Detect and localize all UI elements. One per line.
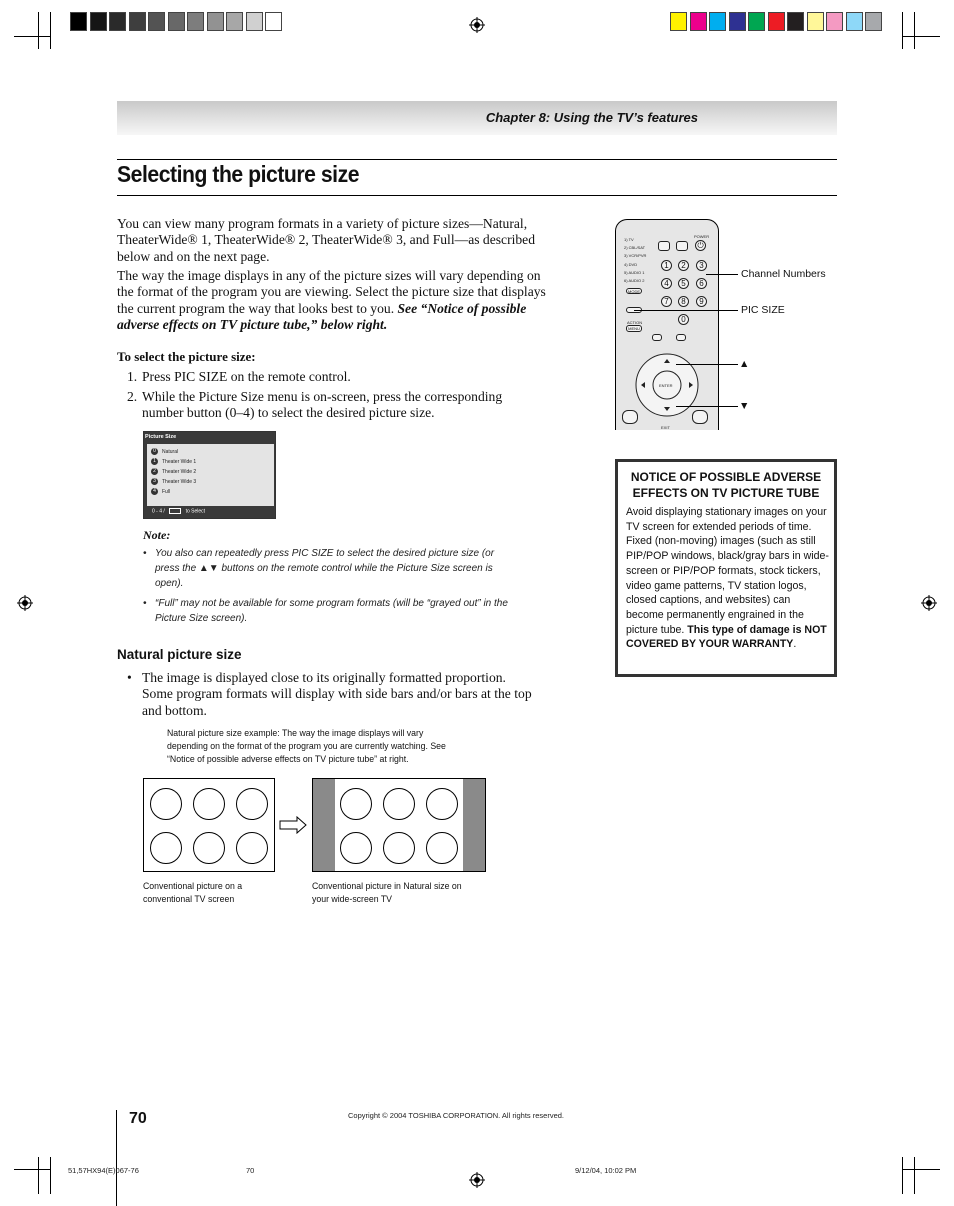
- notice-title-line: EFFECTS ON TV PICTURE TUBE: [632, 486, 820, 500]
- remote-mode-label: 4) DVD: [624, 261, 638, 267]
- remote-vol-button: [692, 410, 708, 424]
- menu-title: Picture Size: [145, 434, 177, 440]
- menu-item-label: Theater Wide 3: [162, 478, 197, 485]
- registration-mark-icon: [17, 595, 33, 611]
- menu-item-label: Theater Wide 2: [162, 468, 197, 475]
- remote-digit-button: 3: [696, 260, 707, 271]
- menu-item-number: 4: [151, 488, 158, 495]
- color-bar-swatch: [826, 12, 843, 31]
- picture-circle: [340, 788, 372, 820]
- remote-ch-button: [622, 410, 638, 424]
- color-bar-swatch: [709, 12, 726, 31]
- notice-body: [626, 505, 830, 652]
- gray-bar-swatch: [207, 12, 224, 31]
- remote-mode-label: 6) AUDIO 2: [624, 278, 645, 283]
- page-number: 70: [129, 1110, 147, 1127]
- notice-end: .: [793, 638, 797, 651]
- natural-text: The image is displayed close to its originally formatted proportion. Some program formats will display with side bars and/or bars at the top and bottom.: [142, 670, 532, 718]
- remote-video-button: [676, 334, 686, 341]
- widescreen-tv-illustration: [312, 778, 486, 872]
- menu-item-number: 2: [151, 468, 158, 475]
- menu-item-number: 3: [151, 478, 158, 485]
- remote-mode-label: 1) TV: [624, 237, 634, 242]
- gray-bar-swatch: [226, 12, 243, 31]
- picture-circle: [150, 832, 182, 864]
- chapter-title: Chapter 8: Using the TV’s features: [485, 110, 698, 125]
- text-line: TheaterWide® 1, TheaterWide® 2, TheaterWide® 3, and Full—as described: [117, 232, 536, 248]
- remote-mode-button: MODE: [628, 289, 640, 294]
- step-text: Press PIC SIZE on the remote control.: [142, 369, 351, 384]
- picture-circle: [193, 832, 225, 864]
- menu-item-label: Natural: [162, 448, 179, 455]
- remote-digit-button: 6: [696, 278, 707, 289]
- crop-mark: [116, 1110, 117, 1206]
- notice-warning: This type of damage is NOT COVERED BY YOUR WARRANTY: [626, 623, 827, 651]
- color-bar-swatch: [748, 12, 765, 31]
- remote-label-action: ACTION: [627, 320, 643, 325]
- picture-circle: [340, 832, 372, 864]
- slug-page: 70: [246, 1166, 255, 1175]
- remote-digit-button: 2: [678, 260, 689, 271]
- color-bar-swatch: [768, 12, 785, 31]
- callout-leader: [706, 274, 738, 275]
- side-bar-right: [463, 779, 485, 871]
- remote-label-exit: EXIT: [661, 425, 670, 430]
- slug-file: 51,57HX94(E)067-76: [68, 1166, 139, 1175]
- menu-item: [151, 488, 170, 495]
- callout-pic-size: PIC SIZE: [741, 304, 785, 316]
- side-bar-left: [313, 779, 335, 871]
- picture-size-menu: [143, 431, 276, 519]
- crop-mark: [38, 1157, 39, 1194]
- menu-footer-keys: 0 - 4 /: [152, 508, 165, 515]
- text-line: below and on the next page.: [117, 248, 270, 264]
- callout-up-arrow: ▲: [739, 358, 750, 370]
- remote-digit-button: 0: [678, 314, 689, 325]
- remote-mode-label: 3) VCR/PVR: [624, 253, 647, 259]
- step-number: 2.: [127, 389, 138, 404]
- notice-box: [615, 459, 837, 677]
- cross-reference: See “Notice of possible: [397, 300, 527, 316]
- note-text: You also can repeatedly press PIC SIZE to select the desired picture size (or press the ▲▼ buttons on the remote control while the Picture Size screen is open).: [155, 548, 495, 589]
- color-bar-swatch: [787, 12, 804, 31]
- menu-item-number: 1: [151, 458, 158, 465]
- callout-leader: [676, 364, 738, 365]
- picture-circle: [236, 788, 268, 820]
- pic-size-key-icon: [169, 508, 181, 514]
- gray-bar-swatch: [90, 12, 107, 31]
- menu-item: [151, 448, 178, 455]
- remote-digit-button: 9: [696, 296, 707, 307]
- text-line: You can view many program formats in a variety of picture sizes—Natural,: [117, 216, 528, 231]
- callout-channel-numbers: Channel Numbers: [741, 268, 826, 280]
- gray-bar-swatch: [265, 12, 282, 31]
- text-span: the current program the way that looks best to you.: [117, 300, 395, 316]
- menu-item: [151, 458, 196, 465]
- color-bar-swatch: [690, 12, 707, 31]
- chapter-header-band: [117, 101, 837, 135]
- section-heading-natural: Natural picture size: [117, 647, 242, 662]
- callout-down-arrow: ▼: [739, 400, 750, 412]
- picture-circle: [426, 788, 458, 820]
- remote-digit-button: 1: [661, 260, 672, 271]
- color-bar-swatch: [865, 12, 882, 31]
- menu-item-number: 0: [151, 448, 158, 455]
- menu-footer-action: to Select: [185, 508, 206, 515]
- crop-mark: [50, 1157, 51, 1194]
- gray-bar-swatch: [109, 12, 126, 31]
- copyright: Copyright © 2004 TOSHIBA CORPORATION. All rights reserved.: [348, 1111, 565, 1120]
- power-button-icon: ⏻: [695, 240, 706, 251]
- color-bar-swatch: [729, 12, 746, 31]
- text-line: The way the image displays in any of the picture sizes will vary depending on: [117, 268, 541, 283]
- crop-mark: [50, 12, 51, 49]
- gray-bar-swatch: [129, 12, 146, 31]
- remote-mode-label: 2) CBL/SAT: [624, 245, 646, 251]
- picture-circle: [383, 788, 415, 820]
- notice-title: [618, 469, 834, 501]
- registration-mark-icon: [921, 595, 937, 611]
- crop-mark: [14, 1169, 51, 1170]
- picture-circle: [193, 788, 225, 820]
- remote-mode-label: 5) AUDIO 1: [624, 269, 645, 275]
- conventional-tv-illustration: [143, 778, 275, 872]
- picture-circle: [383, 832, 415, 864]
- bullet: •: [143, 548, 147, 559]
- slug-date: 9/12/04, 10:02 PM: [575, 1166, 637, 1175]
- color-bar-swatch: [670, 12, 687, 31]
- gray-bar-swatch: [187, 12, 204, 31]
- note-heading: Note:: [143, 528, 171, 542]
- step-number: 1.: [127, 369, 138, 384]
- remote-digit-button: 5: [678, 278, 689, 289]
- registration-mark-icon: [469, 17, 485, 33]
- remote-label-power: POWER: [694, 234, 710, 239]
- callout-leader: [676, 406, 738, 407]
- text-line: the format of the program you are viewing. Select the picture size that displays: [117, 284, 546, 300]
- crop-mark: [902, 12, 903, 49]
- picture-circle: [236, 832, 268, 864]
- arrow-right-icon: [279, 816, 307, 834]
- crop-mark: [914, 12, 915, 49]
- bullet: •: [127, 670, 132, 685]
- color-bar-swatch: [846, 12, 863, 31]
- crop-mark: [903, 1169, 940, 1170]
- bullet: •: [143, 598, 147, 609]
- cross-reference: adverse effects on TV picture tube,” below right.: [117, 316, 388, 332]
- menu-item: [151, 468, 196, 475]
- remote-menu-button: MENU: [626, 325, 642, 332]
- remote-digit-button: 4: [661, 278, 672, 289]
- remote-sleep-button: [676, 241, 688, 251]
- example-caption: Natural picture size example: The way the image displays will vary depending on the format of the program you are currently watching. See “Notice of possible adverse effects on TV picture tube” at right.: [167, 728, 446, 765]
- gray-bar-swatch: [246, 12, 263, 31]
- picture-circle: [426, 832, 458, 864]
- crop-mark: [38, 12, 39, 49]
- page-title: Selecting the picture size: [117, 161, 360, 187]
- gray-bar-swatch: [168, 12, 185, 31]
- menu-item: [151, 478, 196, 485]
- title-rule-bottom: [117, 195, 837, 196]
- caption-conventional-tv: Conventional picture on a conventional TV screen: [143, 881, 243, 905]
- remote-label-enter: ENTER: [659, 383, 673, 388]
- remote-digit-button: 7: [661, 296, 672, 307]
- remote-light-button: [658, 241, 670, 251]
- title-rule-top: [117, 159, 837, 160]
- menu-body: [147, 444, 274, 506]
- text-line: [117, 301, 547, 317]
- gray-bar-swatch: [148, 12, 165, 31]
- picture-circle: [150, 788, 182, 820]
- caption-widescreen-tv: Conventional picture in Natural size on your wide-screen TV: [312, 881, 462, 905]
- color-bar-swatch: [807, 12, 824, 31]
- intro-paragraph-1: [117, 216, 547, 265]
- callout-leader: [634, 310, 738, 311]
- notice-text: Avoid displaying stationary images on your TV screen for extended periods of time. Fixed (non-moving) images (such as still PIP/POP windows, black/gray bars in wide-screen or PIP/POP formats, stock tickers, video game patterns, TV station logos, closed captions, and websites) can become permanently engrained in the picture tube.: [626, 506, 829, 636]
- procedure-heading: To select the picture size:: [117, 349, 256, 364]
- remote-control-illustration: [615, 219, 719, 430]
- remote-digit-button: 8: [678, 296, 689, 307]
- note-text: “Full” may not be available for some program formats (will be “grayed out” in the Picture Size screen).: [155, 598, 508, 624]
- crop-mark: [902, 1157, 903, 1194]
- menu-item-label: Full: [162, 488, 171, 495]
- remote-info-button: [652, 334, 662, 341]
- menu-item-label: Theater Wide 1: [162, 458, 197, 465]
- step-text: While the Picture Size menu is on-screen, press the corresponding number button (0–4) to select the desired picture size.: [142, 389, 503, 421]
- gray-bar-swatch: [70, 12, 87, 31]
- notice-title-line: NOTICE OF POSSIBLE ADVERSE: [630, 470, 822, 484]
- crop-mark: [903, 36, 940, 37]
- crop-mark: [14, 36, 51, 37]
- registration-mark-icon: [469, 1172, 485, 1188]
- crop-mark: [914, 1157, 915, 1194]
- menu-footer: [152, 508, 205, 514]
- intro-paragraph-2: [117, 268, 547, 333]
